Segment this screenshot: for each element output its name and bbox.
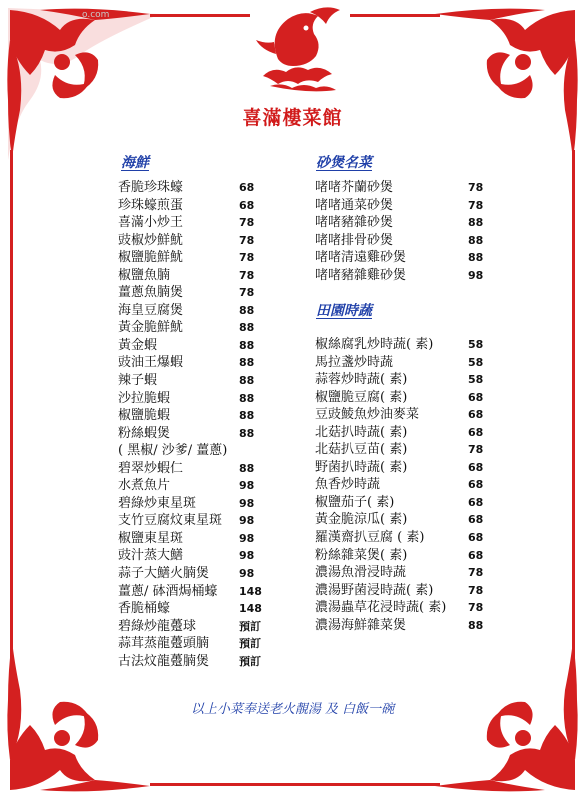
menu-item bbox=[315, 511, 505, 529]
border-left-line bbox=[10, 150, 13, 660]
menu-item-price: 58 bbox=[468, 338, 484, 351]
menu-item-name: 濃湯蟲草花浸時蔬( 素) bbox=[315, 600, 447, 616]
menu-item-name: 珍珠蠔煎蛋 bbox=[118, 197, 184, 213]
menu-item-price: 148 bbox=[239, 602, 262, 616]
menu-item-price: 78 bbox=[468, 198, 484, 212]
menu-item-price: 68 bbox=[468, 425, 484, 439]
menu-item bbox=[315, 564, 505, 582]
menu-item bbox=[315, 336, 505, 354]
menu-item-name: 馬拉盞炒時蔬 bbox=[315, 354, 394, 370]
menu-item-price: 88 bbox=[239, 426, 255, 440]
menu-item-price: 88 bbox=[239, 356, 255, 370]
menu-item-price: 78 bbox=[468, 566, 484, 580]
menu-item-name: 椒鹽茄子( 素) bbox=[315, 494, 395, 510]
menu-item-name: 碧綠炒龍躉球 bbox=[118, 618, 197, 634]
menu-item bbox=[118, 407, 278, 425]
menu-item-price: 68 bbox=[468, 548, 484, 562]
menu-item-price: 78 bbox=[239, 251, 255, 265]
menu-item-name: 蒜茸蒸龍躉頭腩 bbox=[118, 636, 210, 652]
menu-item-price: 88 bbox=[468, 251, 484, 265]
menu-item bbox=[315, 406, 505, 424]
menu-item-price: 78 bbox=[468, 181, 484, 194]
section-title-claypot: 砂煲名菜 bbox=[316, 155, 372, 171]
menu-item-price: 78 bbox=[239, 233, 255, 247]
menu-item bbox=[118, 354, 278, 372]
menu-item-name: 黃金脆鮮魷 bbox=[118, 320, 184, 336]
menu-item-price: 預訂 bbox=[239, 654, 261, 668]
menu-item-price: 58 bbox=[468, 355, 484, 369]
menu-item-price: 78 bbox=[468, 583, 484, 597]
menu-item-name: ( 黑椒/ 沙爹/ 薑蔥) bbox=[118, 443, 228, 459]
menu-item bbox=[315, 494, 505, 512]
menu-item-name: 薑蔥魚腩煲 bbox=[118, 285, 184, 301]
menu-item bbox=[118, 583, 278, 601]
footer-note: 以上小菜奉送老火靚湯 及 白飯一碗 bbox=[190, 702, 395, 717]
menu-item-price: 98 bbox=[239, 496, 255, 510]
menu-item-name: 北菇扒豆苗( 素) bbox=[315, 442, 408, 458]
menu-item bbox=[118, 197, 278, 215]
menu-item-name: 啫啫豬雜砂煲 bbox=[315, 215, 394, 231]
menu-item-price: 88 bbox=[239, 391, 255, 405]
menu-item-name: 濃湯魚滑浸時蔬 bbox=[315, 565, 407, 581]
menu-item bbox=[118, 214, 278, 232]
menu-item-name: 薑蔥/ 砵酒焗桶蠔 bbox=[118, 583, 218, 599]
corner-ornament-top-right bbox=[410, 0, 585, 175]
menu-item bbox=[118, 337, 278, 355]
menu-item bbox=[315, 529, 505, 547]
menu-item-price: 78 bbox=[468, 601, 484, 615]
menu-item bbox=[118, 249, 278, 267]
menu-item bbox=[118, 547, 278, 565]
menu-item-price: 88 bbox=[239, 303, 255, 317]
menu-item-price: 98 bbox=[239, 514, 255, 528]
menu-item-name: 辣子蝦 bbox=[118, 373, 158, 389]
menu-item-name: 海皇豆腐煲 bbox=[118, 302, 184, 318]
menu-item-name: 椒鹽脆豆腐( 素) bbox=[315, 389, 408, 405]
menu-item bbox=[315, 582, 505, 600]
menu-item bbox=[315, 197, 505, 215]
claypot-menu-list bbox=[315, 179, 505, 284]
menu-item-name: 椒絲腐乳炒時蔬( 素) bbox=[315, 337, 434, 352]
menu-item bbox=[118, 565, 278, 583]
menu-item bbox=[118, 653, 278, 671]
menu-item-price: 88 bbox=[239, 374, 255, 388]
menu-item bbox=[118, 302, 278, 320]
menu-item-name: 沙拉脆蝦 bbox=[118, 390, 171, 406]
menu-item-price: 68 bbox=[468, 531, 484, 545]
menu-item bbox=[118, 284, 278, 302]
menu-item-name: 粉絲蝦煲 bbox=[118, 425, 171, 441]
section-title-vegetables: 田園時蔬 bbox=[316, 303, 372, 319]
menu-item bbox=[315, 441, 505, 459]
menu-item-name: 黃金蝦 bbox=[118, 337, 158, 353]
menu-item bbox=[118, 267, 278, 285]
menu-item bbox=[118, 319, 278, 337]
menu-item bbox=[315, 267, 505, 285]
fish-logo-icon bbox=[248, 4, 348, 94]
menu-item bbox=[315, 476, 505, 494]
menu-item-price: 68 bbox=[468, 478, 484, 492]
menu-item-name: 水煮魚片 bbox=[118, 478, 171, 494]
menu-item bbox=[118, 232, 278, 250]
menu-item bbox=[118, 442, 278, 460]
menu-item bbox=[315, 599, 505, 617]
menu-item-name: 蒜子大鱔火腩煲 bbox=[118, 566, 210, 582]
menu-item-price: 68 bbox=[468, 513, 484, 527]
menu-item-name: 粉絲雜菜煲( 素) bbox=[315, 547, 408, 563]
menu-item-name: 豆豉鯪魚炒油麥菜 bbox=[315, 407, 420, 423]
menu-item-price: 88 bbox=[468, 216, 484, 230]
menu-item-price: 預訂 bbox=[239, 637, 261, 651]
menu-item-name: 喜滿小炒王 bbox=[118, 215, 184, 231]
menu-item-price: 98 bbox=[468, 268, 484, 282]
menu-item bbox=[315, 389, 505, 407]
menu-item bbox=[315, 179, 505, 197]
menu-item-price: 68 bbox=[239, 198, 255, 212]
menu-item-name: 香脆桶蠔 bbox=[118, 601, 171, 617]
menu-item-name: 椒鹽脆鮮魷 bbox=[118, 250, 184, 266]
menu-item-name: 古法炆龍躉腩煲 bbox=[118, 653, 210, 669]
menu-item-name: 濃湯海鮮雜菜煲 bbox=[315, 617, 407, 633]
menu-item-price: 98 bbox=[239, 549, 255, 563]
menu-item-name: 椒鹽脆蝦 bbox=[118, 408, 171, 424]
menu-item-name: 濃湯野菌浸時蔬( 素) bbox=[315, 582, 434, 598]
section-title-seafood: 海鮮 bbox=[121, 155, 149, 171]
menu-item bbox=[118, 495, 278, 513]
menu-item-name: 啫啫芥蘭砂煲 bbox=[315, 180, 394, 195]
menu-item-price: 78 bbox=[239, 268, 255, 282]
menu-item-price: 98 bbox=[239, 531, 255, 545]
menu-item-price: 98 bbox=[239, 479, 255, 493]
menu-item bbox=[118, 600, 278, 618]
menu-item-name: 蒜蓉炒時蔬( 素) bbox=[315, 372, 408, 388]
menu-item-name: 羅漢齋扒豆腐 ( 素) bbox=[315, 530, 425, 546]
menu-item-price: 78 bbox=[239, 286, 255, 300]
menu-item bbox=[315, 459, 505, 477]
menu-item bbox=[315, 232, 505, 250]
menu-item bbox=[315, 354, 505, 372]
menu-item bbox=[118, 390, 278, 408]
menu-item-price: 148 bbox=[239, 584, 262, 598]
menu-item-price: 78 bbox=[239, 216, 255, 230]
menu-item-name: 碧翠炒蝦仁 bbox=[118, 460, 184, 476]
menu-item-name: 豉油王爆蝦 bbox=[118, 355, 184, 371]
menu-item-price: 預訂 bbox=[239, 619, 261, 633]
menu-item bbox=[118, 512, 278, 530]
border-bottom-line bbox=[150, 783, 440, 786]
menu-item bbox=[315, 424, 505, 442]
menu-item-price: 68 bbox=[239, 181, 255, 194]
menu-item-price: 68 bbox=[468, 408, 484, 422]
menu-item-name: 椒鹽魚腩 bbox=[118, 267, 171, 283]
menu-item bbox=[315, 371, 505, 389]
menu-item-name: 啫啫排骨砂煲 bbox=[315, 232, 394, 248]
menu-item-name: 香脆珍珠蠔 bbox=[118, 180, 184, 195]
menu-item bbox=[118, 372, 278, 390]
menu-item-price: 88 bbox=[468, 618, 484, 632]
menu-item-price: 98 bbox=[239, 567, 255, 581]
border-right-line bbox=[572, 150, 575, 660]
menu-item bbox=[118, 530, 278, 548]
menu-item-name: 啫啫清遠雞砂煲 bbox=[315, 250, 407, 266]
menu-item-price: 58 bbox=[468, 373, 484, 387]
menu-item-name: 黃金脆涼瓜( 素) bbox=[315, 512, 408, 528]
menu-item bbox=[315, 214, 505, 232]
restaurant-name: 喜滿樓菜館 bbox=[242, 107, 343, 129]
menu-item-price: 68 bbox=[468, 390, 484, 404]
menu-item bbox=[118, 477, 278, 495]
menu-item-price: 78 bbox=[468, 443, 484, 457]
menu-item-name: 魚香炒時蔬 bbox=[315, 477, 381, 493]
menu-item bbox=[118, 460, 278, 478]
seafood-menu-list bbox=[118, 179, 278, 670]
menu-item-name: 野菌扒時蔬( 素) bbox=[315, 459, 408, 475]
menu-item-name: 啫啫豬雜雞砂煲 bbox=[315, 267, 407, 283]
menu-item-price: 88 bbox=[239, 461, 255, 475]
menu-item bbox=[118, 179, 278, 197]
menu-item-name: 椒鹽東星斑 bbox=[118, 530, 184, 546]
menu-item bbox=[315, 249, 505, 267]
menu-item bbox=[315, 547, 505, 565]
menu-item-name: 北菇扒時蔬( 素) bbox=[315, 424, 408, 440]
menu-item-price: 88 bbox=[468, 233, 484, 247]
menu-item-name: 支竹豆腐炆東星斑 bbox=[118, 513, 223, 529]
menu-item bbox=[118, 618, 278, 636]
menu-item-price: 88 bbox=[239, 338, 255, 352]
corner-ornament-top-left bbox=[0, 0, 175, 175]
vegetables-menu-list bbox=[315, 336, 505, 634]
menu-item-name: 啫啫通菜砂煲 bbox=[315, 197, 394, 213]
menu-item bbox=[118, 635, 278, 653]
menu-item-price: 68 bbox=[468, 495, 484, 509]
menu-item-name: 豉椒炒鮮魷 bbox=[118, 232, 184, 248]
watermark-text: o.com bbox=[82, 10, 110, 20]
menu-item-price: 88 bbox=[239, 321, 255, 335]
menu-item bbox=[118, 425, 278, 443]
menu-item-price: 88 bbox=[239, 409, 255, 423]
menu-item-name: 豉汁蒸大鱔 bbox=[118, 548, 184, 564]
menu-item bbox=[315, 617, 505, 635]
menu-item-price: 68 bbox=[468, 460, 484, 474]
menu-item-name: 碧綠炒東星斑 bbox=[118, 495, 197, 511]
